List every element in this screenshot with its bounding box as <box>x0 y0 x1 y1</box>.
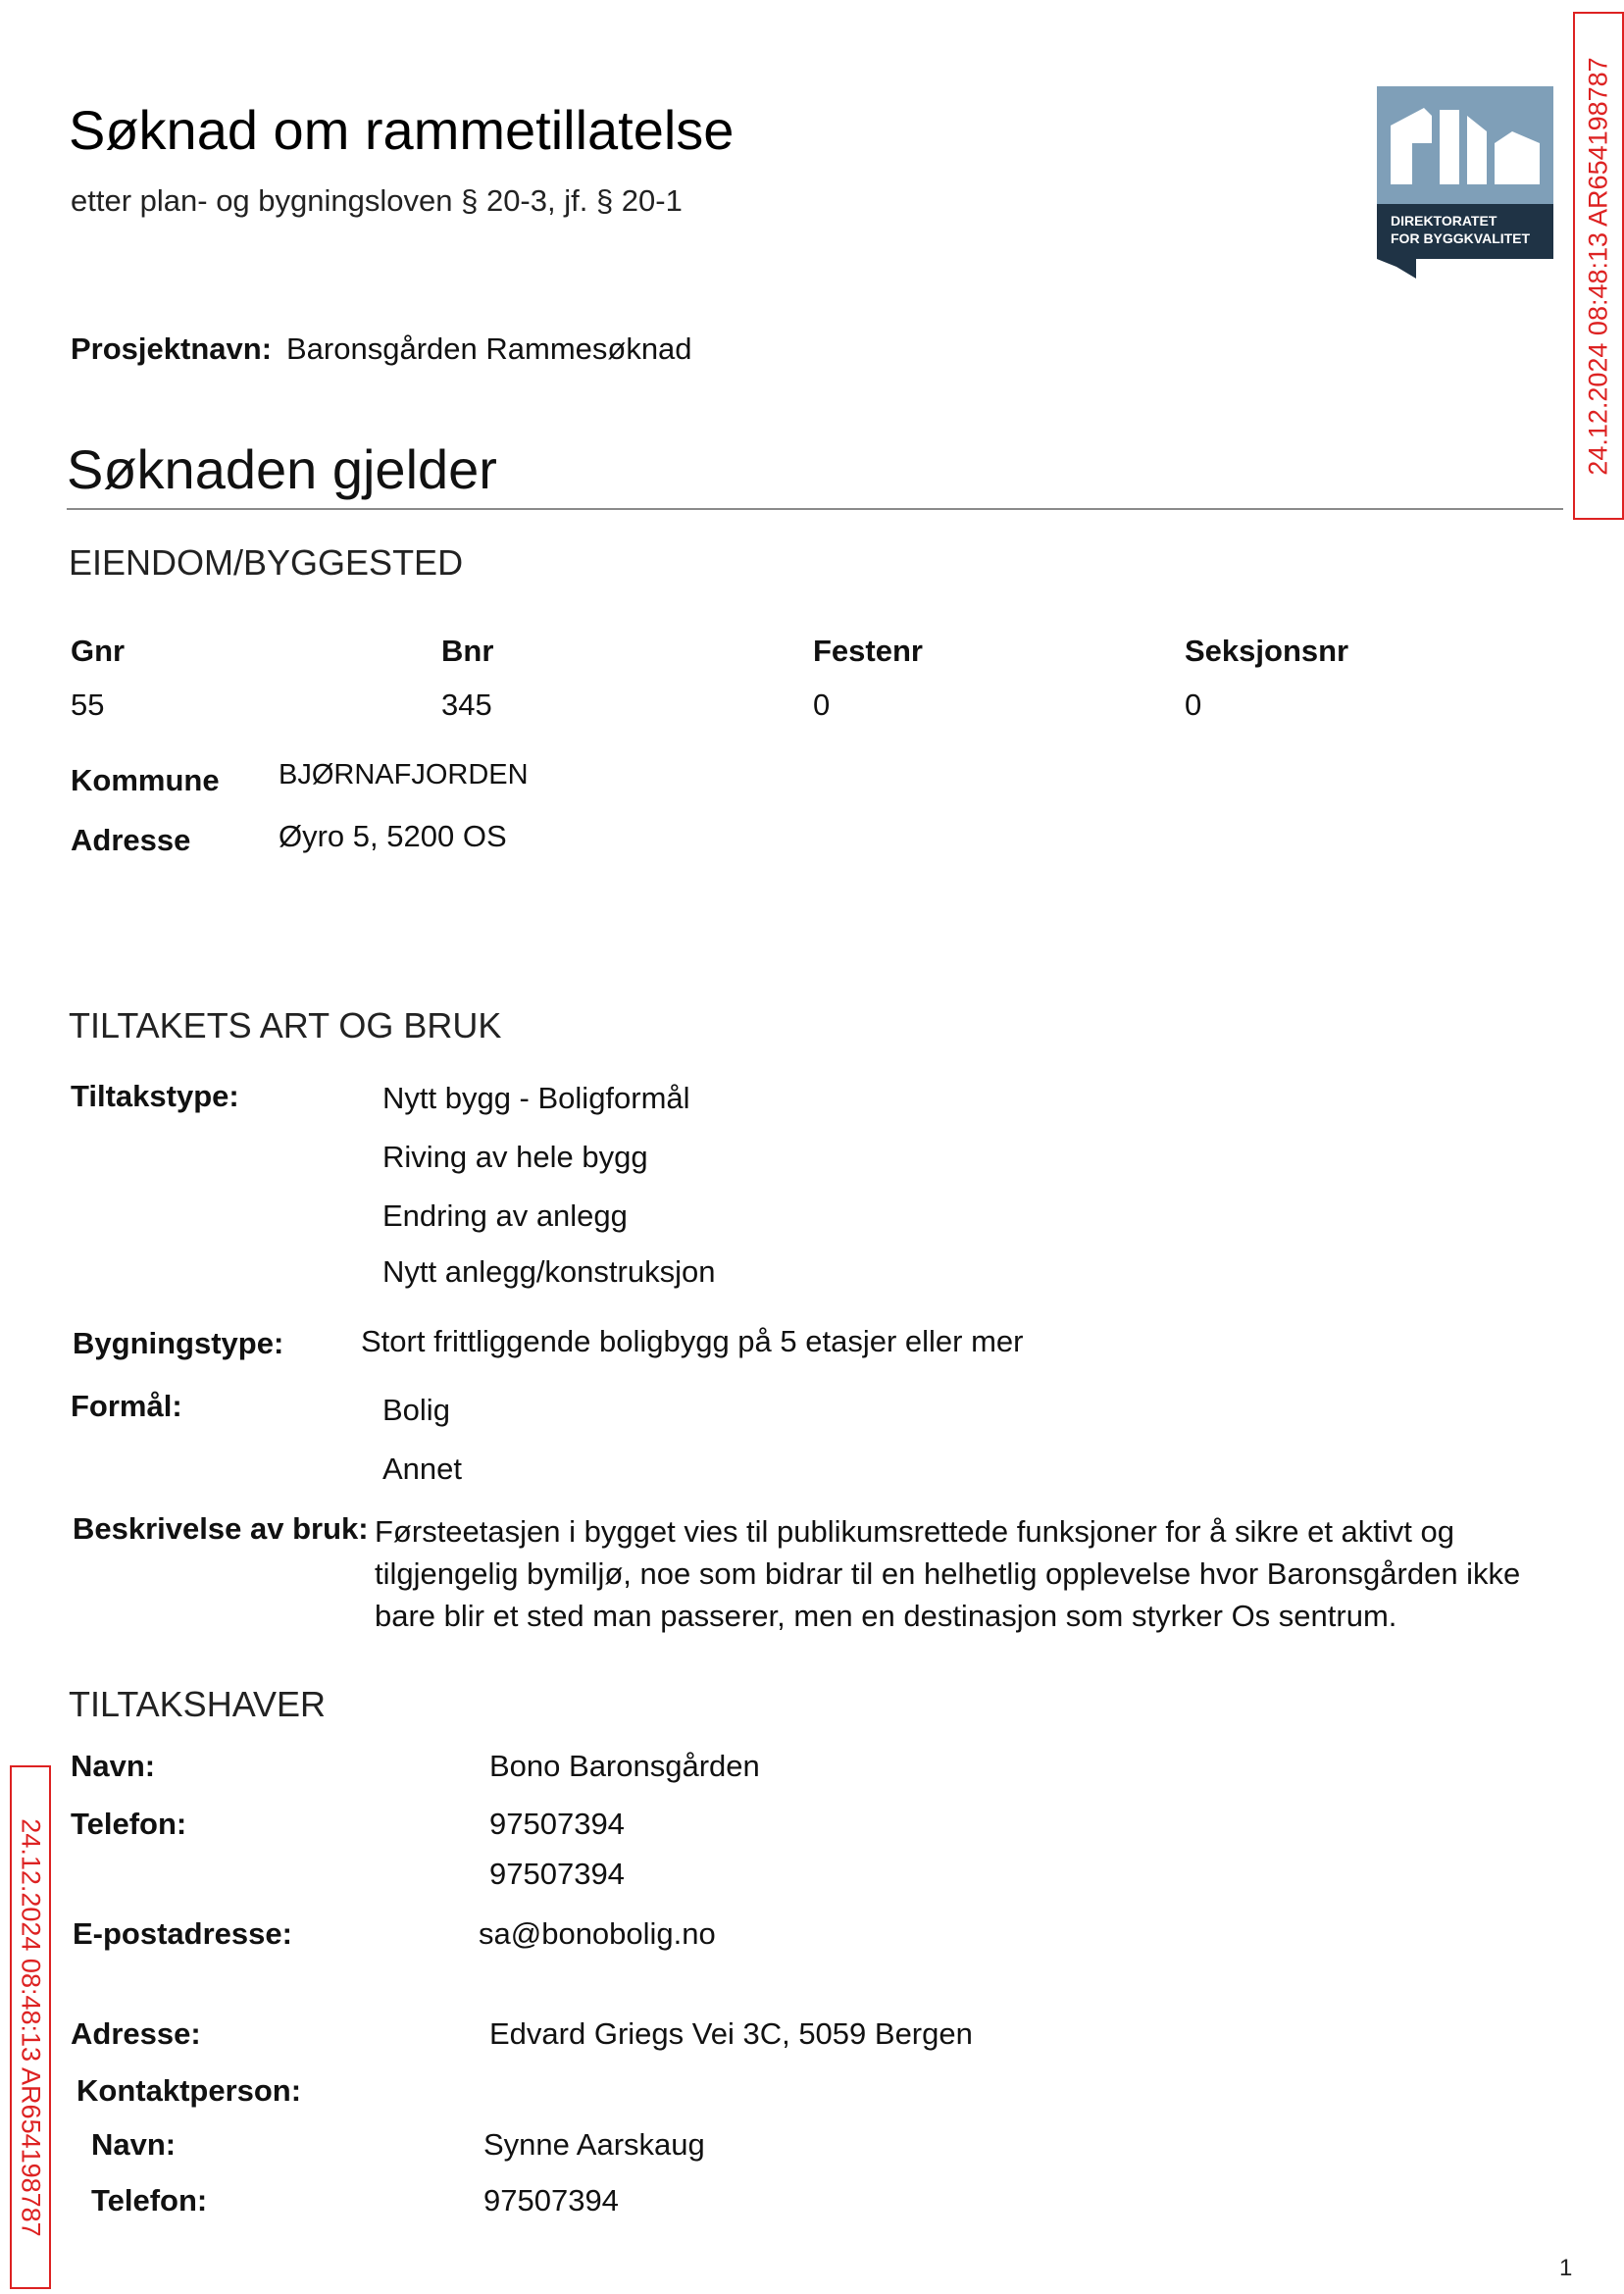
gnr-value: 55 <box>71 688 105 722</box>
kommune-label: Kommune <box>71 763 220 797</box>
bygningstype-value: Stort frittliggende boligbygg på 5 etasjer eller mer <box>361 1324 1024 1358</box>
eiendom-heading: EIENDOM/BYGGESTED <box>69 542 464 583</box>
seksjonsnr-label: Seksjonsnr <box>1185 634 1349 668</box>
tiltakshaver-navn-value: Bono Baronsgården <box>489 1749 760 1783</box>
document-subtitle: etter plan- og bygningsloven § 20-3, jf. § 20-1 <box>71 183 683 218</box>
tiltakshaver-adresse-value: Edvard Griegs Vei 3C, 5059 Bergen <box>489 2016 973 2051</box>
tiltakshaver-heading: TILTAKSHAVER <box>69 1684 327 1724</box>
adresse-value: Øyro 5, 5200 OS <box>279 819 507 853</box>
formal-label: Formål: <box>71 1389 182 1423</box>
timestamp-stamp <box>1573 12 1624 520</box>
tiltakstype-item: Nytt anlegg/konstruksjon <box>382 1254 716 1289</box>
formal-item: Bolig <box>382 1393 450 1427</box>
project-name-label: Prosjektnavn: <box>71 331 273 366</box>
bygningstype-label: Bygningstype: <box>73 1326 284 1360</box>
project-name-value: Baronsgården Rammesøknad <box>286 331 692 366</box>
page-number: 1 <box>1559 2255 1573 2281</box>
beskrivelse-value: Førsteetasjen i bygget vies til publikumsrettede funksjoner for å sikre et aktivt og tilgjengelig bymiljø, noe som bidrar til en helhetlig opplevelse hvor Baronsgården ikke bare blir et sted man passerer, men en destinasjon som styrker Os sentrum. <box>375 1514 1521 1633</box>
epost-label: E-postadresse: <box>73 1916 292 1951</box>
tiltakshaver-navn-label: Navn: <box>71 1749 156 1783</box>
kommune-value: BJØRNAFJORDEN <box>279 759 529 790</box>
tiltakshaver-adresse-label: Adresse: <box>71 2016 201 2051</box>
kontakt-telefon-value: 97507394 <box>483 2183 619 2218</box>
beskrivelse-label: Beskrivelse av bruk: <box>73 1511 369 1546</box>
dibk-logo <box>1377 86 1553 279</box>
tiltakshaver-telefon-label: Telefon: <box>71 1807 187 1841</box>
seksjonsnr-value: 0 <box>1185 688 1202 722</box>
adresse-label: Adresse <box>71 823 191 857</box>
section-title: Søknaden gjelder <box>67 438 497 500</box>
tiltakstype-item: Endring av anlegg <box>382 1198 628 1233</box>
timestamp-stamp-text: 24.12.2024 08:48:13 AR654198787 <box>16 1817 46 2237</box>
tiltakshaver-telefon-value: 97507394 <box>489 1857 625 1891</box>
logo-line2: FOR BYGGKVALITET <box>1391 230 1531 246</box>
section-divider <box>67 508 1563 510</box>
kontakt-telefon-label: Telefon: <box>91 2183 208 2218</box>
tiltakstype-item: Riving av hele bygg <box>382 1140 648 1174</box>
festenr-value: 0 <box>813 688 831 722</box>
tiltakstype-item: Nytt bygg - Boligformål <box>382 1081 690 1115</box>
tiltakstype-label: Tiltakstype: <box>71 1079 239 1113</box>
kontakt-navn-label: Navn: <box>91 2127 177 2162</box>
logo-line1: DIREKTORATET <box>1391 213 1497 229</box>
timestamp-stamp <box>10 1765 51 2289</box>
bnr-value: 345 <box>441 688 492 722</box>
kontaktperson-label: Kontaktperson: <box>76 2073 302 2108</box>
gnr-label: Gnr <box>71 634 126 668</box>
document-title: Søknad om rammetillatelse <box>69 99 735 161</box>
bnr-label: Bnr <box>441 634 494 668</box>
formal-item: Annet <box>382 1452 463 1486</box>
timestamp-stamp-text: 24.12.2024 08:48:13 AR654198787 <box>1583 56 1613 476</box>
tiltakshaver-telefon-value: 97507394 <box>489 1807 625 1841</box>
tiltak-heading: TILTAKETS ART OG BRUK <box>69 1005 502 1045</box>
festenr-label: Festenr <box>813 634 923 668</box>
epost-value: sa@bonobolig.no <box>479 1916 716 1951</box>
kontakt-navn-value: Synne Aarskaug <box>483 2127 705 2162</box>
